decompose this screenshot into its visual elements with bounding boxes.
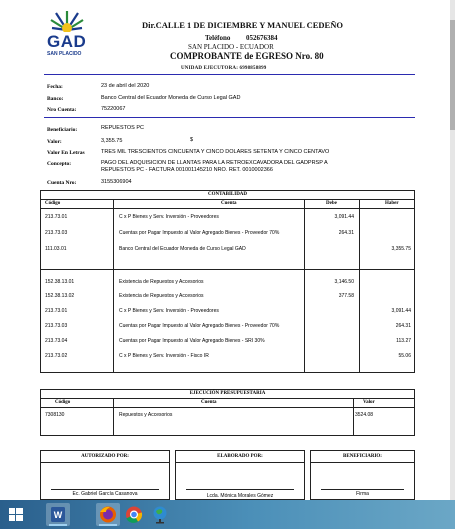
concepto-value: PAGO DEL ADQUISICIÓN DE LLANTAS PARA LA RETROEXCAVADORA DEL GADPRSP A REPUESTOS PC - FACTURA 001001145210 NRO. RET. 0010002366	[101, 160, 328, 171]
row-account: C x P Bienes y Serv. Inversión - Proveedores	[119, 214, 219, 220]
svg-text:W: W	[53, 510, 63, 520]
vertical-scrollbar[interactable]	[450, 0, 455, 500]
logo-text: GAD	[47, 32, 87, 51]
signature-line	[51, 489, 159, 490]
row-code: 213.73.01	[45, 214, 68, 220]
header-row-divider	[41, 407, 414, 408]
table-row	[41, 214, 414, 224]
authorized-name: Ec. Gabriel García Casanova	[72, 491, 138, 497]
authorized-title: AUTORIZADO POR:	[41, 451, 169, 463]
header-divider	[44, 74, 415, 75]
contabilidad-title: CONTABILIDAD	[41, 191, 414, 200]
globe-app-icon[interactable]	[148, 503, 172, 526]
firma-label: Firma	[356, 491, 369, 497]
cuenta-value: 75220067	[101, 106, 126, 112]
prepared-title: ELABORADO POR:	[176, 451, 304, 463]
col-cuenta: Cuenta	[201, 400, 217, 405]
row-code: 213.73.01	[45, 308, 68, 314]
table-row	[41, 353, 414, 363]
signature-authorized	[40, 450, 170, 500]
beneficiary-title: BENEFICIARIO:	[311, 451, 414, 463]
row-haber: 264.31	[395, 323, 411, 329]
table-row	[41, 293, 414, 303]
table-row	[41, 279, 414, 289]
gad-logo	[44, 10, 90, 58]
signature-beneficiary	[310, 450, 415, 500]
fecha-value: 23 de abril del 2020	[101, 83, 150, 89]
table-row	[41, 338, 414, 348]
scrollbar-thumb[interactable]	[450, 20, 455, 130]
banco-label: Banco:	[47, 96, 64, 102]
row-code: 213.73.03	[45, 323, 68, 329]
currency-symbol: $	[190, 137, 194, 143]
row-code: 213.73.02	[45, 353, 68, 359]
executing-unit: UNIDAD EJECUTORA: 6998858899	[181, 66, 267, 71]
row-account: C x P Bienes y Serv. Inversión - Fisco IR	[119, 353, 209, 359]
row-debe: 377.58	[338, 293, 354, 299]
banco-value: Banco Central del Ecuador Moneda de Curso Legal GAD	[101, 95, 241, 101]
row-debe: 264.31	[338, 230, 354, 236]
table-row	[41, 246, 414, 256]
voucher-title: COMPROBANTE de EGRESO Nro. 80	[170, 51, 324, 61]
signature-prepared	[175, 450, 305, 500]
cuenta-nro-value: 3155306904	[101, 179, 132, 185]
logo-subtext: SAN PLACIDO	[47, 51, 82, 57]
row-haber: 113.27	[396, 338, 411, 344]
row-account: Existencia de Repuestos y Accesorios	[119, 293, 204, 299]
row-code: 152.38.13.01	[45, 279, 75, 285]
table-row	[41, 412, 414, 422]
word-icon[interactable]	[46, 503, 70, 526]
row-account: Banco Central del Ecuador Moneda de Curso Legal GAD	[119, 246, 246, 252]
windows-start-icon[interactable]	[4, 503, 28, 526]
row-account: Existencia de Repuestos y Accesorios	[119, 279, 204, 285]
col-cuenta: Cuenta	[221, 201, 237, 206]
table-row	[41, 230, 414, 240]
beneficiario-label: Beneficiario:	[47, 127, 78, 133]
cuenta-nro-label: Cuenta Nro:	[47, 180, 77, 186]
presupuesto-title: EJECUCIÓN PRESUPUESTARIA	[41, 390, 414, 399]
col-valor: Valor	[363, 400, 375, 405]
row-debe: 3,146.50	[334, 279, 354, 285]
taskbar	[0, 500, 455, 529]
header-phone-label: Teléfono	[205, 34, 231, 42]
col-haber: Haber	[385, 201, 399, 206]
sun-emblem-icon	[50, 10, 84, 32]
header-city: SAN PLACIDO - ECUADOR	[188, 43, 274, 51]
row-account: Cuentas por Pagar Impuesto al Valor Agregado Bienes - Proveedor 70%	[119, 323, 280, 329]
letras-label: Valor En Letras	[47, 150, 85, 156]
row-code: 111.03.01	[45, 246, 67, 252]
table-row	[41, 323, 414, 333]
col-debe: Debe	[326, 201, 337, 206]
row-account: Cuentas por Pagar Impuesto al Valor Agregado Bienes - Proveedor 70%	[119, 230, 280, 236]
table-row	[41, 308, 414, 318]
row-account: Repuestos y Accesorios	[119, 412, 173, 418]
presupuesto-table	[40, 389, 415, 436]
row-value: 3524.08	[355, 412, 374, 418]
col-codigo: Código	[55, 400, 71, 405]
fecha-label: Fecha:	[47, 84, 63, 90]
contabilidad-table	[40, 190, 415, 373]
group-divider	[41, 269, 414, 270]
signature-line	[321, 489, 404, 490]
col-codigo: Código	[45, 201, 61, 206]
row-account: C x P Bienes y Serv. Inversión - Proveedores	[119, 308, 219, 314]
details-divider	[44, 117, 415, 118]
row-account: Cuentas por Pagar Impuesto al Valor Agregado Bienes - SRI 30%	[119, 338, 265, 344]
header-phone: 052676384	[246, 34, 278, 42]
row-code: 213.73.04	[45, 338, 68, 344]
valor-label: Valor:	[47, 139, 62, 145]
row-debe: 3,091.44	[334, 214, 354, 220]
concepto-label: Concepto:	[47, 161, 72, 167]
prepared-name: Lcda. Mónica Morales Gómez	[206, 493, 274, 499]
row-haber: 3,355.75	[391, 246, 411, 252]
row-code: 213.73.03	[45, 230, 68, 236]
valor-value: 3,355.75	[101, 138, 123, 144]
letras-value: TRES MIL TRESCIENTOS CINCUENTA Y CINCO DOLARES SETENTA Y CINCO CENTAVO	[101, 149, 330, 155]
row-code: 152.38.13.02	[45, 293, 75, 299]
cuenta-label: Nro Cuenta:	[47, 107, 77, 113]
row-code: 7308130	[45, 412, 65, 418]
chrome-icon[interactable]	[122, 503, 146, 526]
firefox-icon[interactable]	[96, 503, 120, 526]
row-haber: 3,091.44	[391, 308, 411, 314]
signature-line	[186, 489, 294, 490]
header-address: Dir.CALLE 1 DE DICIEMBRE Y MANUEL CEDEÑO	[142, 20, 343, 30]
beneficiario-value: REPUESTOS PC	[101, 125, 144, 131]
row-haber: 55.06	[398, 353, 411, 359]
